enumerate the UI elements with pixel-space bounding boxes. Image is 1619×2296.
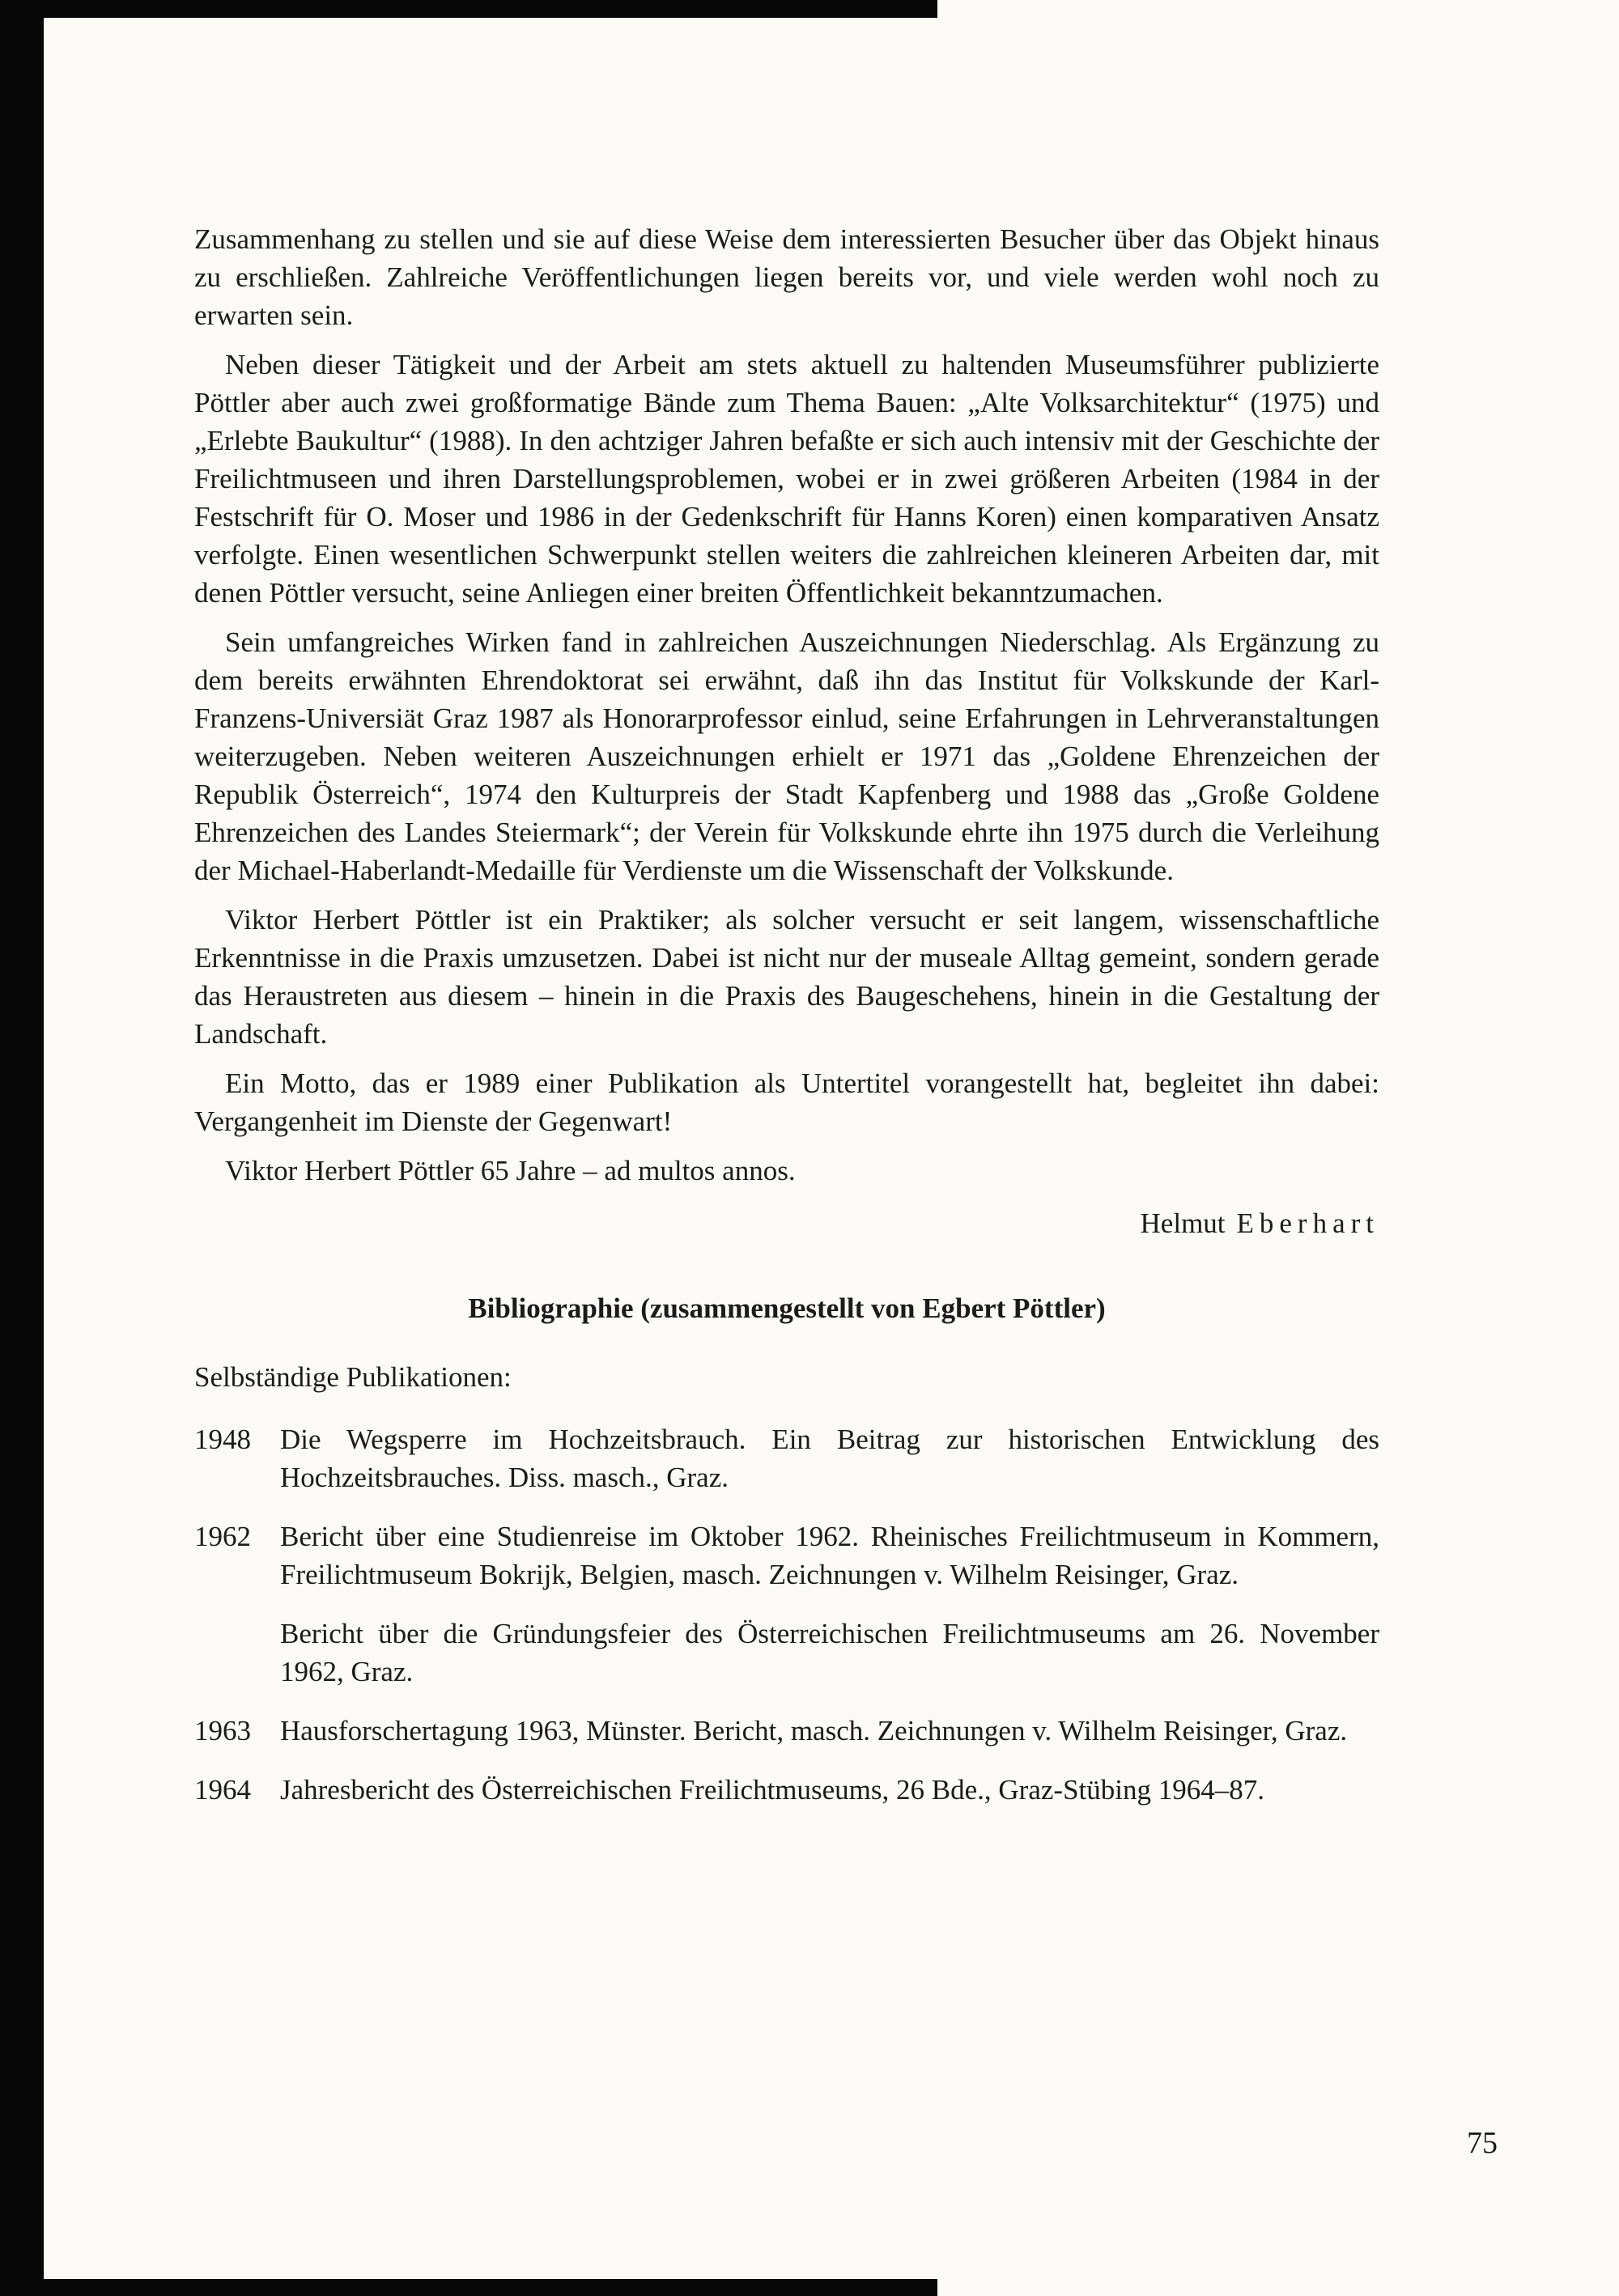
scan-edge-left bbox=[0, 0, 44, 2296]
author-last-name: Eberhart bbox=[1236, 1207, 1379, 1239]
bibliography-entry bbox=[194, 1712, 1379, 1750]
body-paragraph: Ein Motto, das er 1989 einer Publikation als Untertitel vorangestellt hat, begleitet ihn dabei: Vergangenheit im Dienste der Gegenwart! bbox=[194, 1067, 1379, 1137]
author-signature bbox=[194, 1204, 1379, 1242]
page-number: 75 bbox=[1467, 2126, 1498, 2160]
entry-text: Bericht über die Gründungsfeier des Österreichischen Freilichtmuseums am 26. November 1962, Graz. bbox=[280, 1618, 1379, 1687]
body-paragraph: Sein umfangreiches Wirken fand in zahlreichen Auszeichnungen Niederschlag. Als Ergänzung zu dem bereits erwähnten Ehrendoktorat sei erwähnt, daß ihn das Institut für Volkskunde der Karl-Franzens-Universiät Graz 1987 als Honorarprofessor einlud, seine Erfahrungen in Lehrveranstaltungen weiterzugeben. Neben weiteren Auszeichnungen erhielt er 1971 das „Goldene Ehrenzeichen der Republik Österreich“, 1974 den Kulturpreis der Stadt Kapfenberg und 1988 das „Große Goldene Ehrenzeichen des Landes Steiermark“; der Verein für Volkskunde ehrte ihn 1975 durch die Verleihung der Michael-Haberlandt-Medaille für Verdienste um die Wissenschaft der Volkskunde. bbox=[194, 626, 1379, 886]
body-paragraph: Zusammenhang zu stellen und sie auf diese Weise dem interessierten Besucher über das Objekt hinaus zu erschließen. Zahlreiche Veröffentlichungen liegen bereits vor, und viele werden wohl noch zu erwarten sein. bbox=[194, 223, 1379, 331]
entry-year bbox=[194, 1615, 280, 1691]
author-first-name: Helmut bbox=[1140, 1207, 1226, 1239]
entry-text: Jahresbericht des Österreichischen Freilichtmuseums, 26 Bde., Graz-Stübing 1964–87. bbox=[280, 1774, 1264, 1806]
entry-text: Die Wegsperre im Hochzeitsbrauch. Ein Beitrag zur historischen Entwicklung des Hochzeitsbrauches. Diss. masch., Graz. bbox=[280, 1424, 1379, 1493]
scan-edge-bottom bbox=[0, 2279, 937, 2296]
bibliography-entry bbox=[194, 1517, 1379, 1594]
body-paragraph: Neben dieser Tätigkeit und der Arbeit am stets aktuell zu haltenden Museumsführer publizierte Pöttler aber auch zwei großformatige Bände zum Thema Bauen: „Alte Volksarchitektur“ (1975) und „Erlebte Baukultur“ (1988). In den achtziger Jahren befaßte er sich auch intensiv mit der Geschichte der Freilichtmuseen und ihren Darstellungsproblemen, wobei er in zwei größeren Arbeiten (1984 in der Festschrift für O. Moser und 1986 in der Gedenkschrift für Hanns Koren) einen komparativen Ansatz verfolgte. Einen wesentlichen Schwerpunkt stellen weiters die zahlreichen kleineren Arbeiten dar, mit denen Pöttler versucht, seine Anliegen einer breiten Öffentlichkeit bekanntzumachen. bbox=[194, 349, 1379, 609]
scan-edge-top bbox=[0, 0, 937, 18]
bibliography-heading: Bibliographie (zusammengestellt von Egbert Pöttler) bbox=[468, 1292, 1106, 1324]
entry-year: 1962 bbox=[194, 1521, 251, 1552]
bibliography-entry bbox=[194, 1420, 1379, 1496]
entry-text: Hausforschertagung 1963, Münster. Bericht, masch. Zeichnungen v. Wilhelm Reisinger, Graz. bbox=[280, 1715, 1348, 1746]
entry-year: 1964 bbox=[194, 1774, 251, 1806]
body-paragraph: Viktor Herbert Pöttler 65 Jahre – ad multos annos. bbox=[225, 1155, 796, 1186]
body-paragraph: Viktor Herbert Pöttler ist ein Praktiker; als solcher versucht er seit langem, wissenschaftliche Erkenntnisse in die Praxis umzusetzen. Dabei ist nicht nur der museale Alltag gemeint, sondern gerade das Heraustreten aus diesem – hinein in die Praxis des Baugeschehens, hinein in die Gestaltung der Landschaft. bbox=[194, 904, 1379, 1050]
text-block bbox=[194, 220, 1379, 1830]
entry-text: Bericht über eine Studienreise im Oktober 1962. Rheinisches Freilichtmuseum in Kommern, Freilichtmuseum Bokrijk, Belgien, masch. Zeichnungen v. Wilhelm Reisinger, Graz. bbox=[280, 1521, 1379, 1590]
entry-year: 1963 bbox=[194, 1715, 251, 1746]
bibliography-entry bbox=[194, 1615, 1379, 1691]
entry-year: 1948 bbox=[194, 1424, 251, 1455]
bibliography-subheading: Selbständige Publikationen: bbox=[194, 1361, 512, 1393]
bibliography-entry bbox=[194, 1771, 1379, 1809]
